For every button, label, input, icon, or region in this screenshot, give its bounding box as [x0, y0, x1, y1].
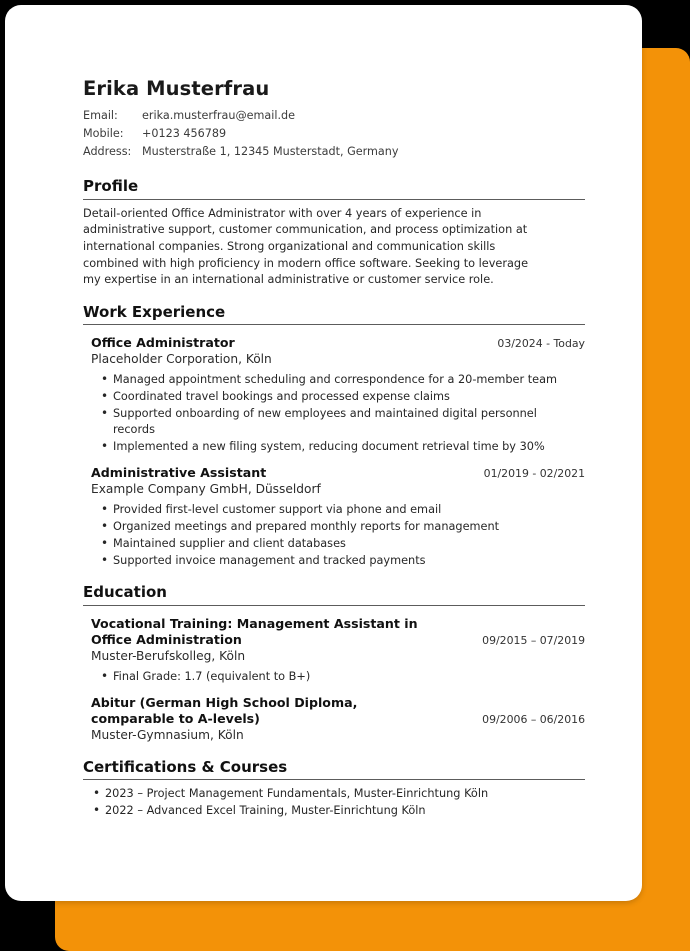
work-entry-date: 01/2019 - 02/2021	[483, 467, 585, 481]
contact-value-mobile: +0123 456789	[142, 127, 227, 141]
contact-label-address: Address:	[83, 145, 132, 159]
education-entry-header	[91, 695, 585, 744]
list-item: • Organized meetings and prepared monthly reports for management	[113, 519, 568, 535]
certifications-list	[83, 786, 585, 819]
contact-value-email: erika.musterfrau@email.de	[142, 109, 296, 123]
section-rule-certifications	[83, 779, 585, 780]
work-entry-header	[91, 335, 585, 368]
work-entry-titles	[91, 335, 272, 368]
section-work-experience	[83, 303, 585, 569]
education-entry-institution: Muster-Berufskolleg, Köln	[91, 648, 246, 663]
contact-value-address: Musterstraße 1, 12345 Musterstadt, Germany	[142, 145, 399, 159]
section-rule-work-experience	[83, 324, 585, 325]
resume-page	[5, 5, 642, 901]
education-entry-institution: Muster-Gymnasium, Köln	[91, 727, 244, 742]
education-entry-date: 09/2006 – 06/2016	[482, 712, 585, 726]
education-entry-bullets	[91, 669, 585, 685]
work-entry-header	[91, 465, 585, 498]
resume-content	[83, 5, 585, 820]
section-certifications	[83, 758, 585, 820]
contact-details	[83, 109, 399, 163]
list-item: • Supported onboarding of new employees and maintained digital personnel records	[113, 406, 568, 438]
list-item: • Managed appointment scheduling and correspondence for a 20-member team	[113, 372, 568, 388]
work-entry	[83, 465, 585, 569]
contact-row-address	[83, 145, 399, 163]
work-entry-organization: Example Company GmbH, Düsseldorf	[91, 482, 321, 497]
contact-row-email	[83, 109, 399, 127]
education-entry-header	[91, 616, 585, 665]
section-title-profile: Profile	[83, 177, 139, 196]
contact-row-mobile	[83, 127, 399, 145]
education-entry-program: Vocational Training: Management Assistant in Office Administration	[91, 615, 418, 647]
work-entry-bullets	[91, 372, 585, 455]
candidate-name: Erika Musterfrau	[83, 77, 270, 100]
section-title-work-experience: Work Experience	[83, 302, 226, 321]
work-entry	[83, 335, 585, 455]
section-education	[83, 583, 585, 743]
section-profile	[83, 177, 585, 288]
list-item: • Final Grade: 1.7 (equivalent to B+)	[113, 669, 585, 685]
work-entry-titles	[91, 465, 321, 498]
section-rule-education	[83, 605, 585, 606]
list-item: • Coordinated travel bookings and processed expense claims	[113, 389, 568, 405]
section-title-certifications: Certifications & Courses	[83, 757, 288, 776]
section-rule-profile	[83, 199, 585, 200]
profile-summary-text: Detail-oriented Office Administrator with over 4 years of experience in administrative support, customer communication, and process optimization at international companies. Strong organizational and communication skills combined with high proficiency in modern office software. Seeking to leverage my expertise in an international administrative or customer service role.	[83, 206, 529, 287]
list-item: • 2023 – Project Management Fundamentals, Muster-Einrichtung Köln	[105, 786, 585, 802]
list-item: • Supported invoice management and tracked payments	[113, 553, 568, 569]
work-entry-role: Administrative Assistant	[91, 465, 267, 481]
work-entry-role: Office Administrator	[91, 335, 235, 351]
work-entry-bullets	[91, 502, 585, 569]
contact-label-mobile: Mobile:	[83, 127, 124, 141]
list-item: • Provided first-level customer support via phone and email	[113, 502, 568, 518]
section-title-education: Education	[83, 583, 167, 602]
education-entry	[83, 616, 585, 685]
list-item: • Maintained supplier and client databases	[113, 536, 568, 552]
list-item: • Implemented a new filing system, reducing document retrieval time by 30%	[113, 439, 568, 455]
education-entry-titles	[91, 616, 436, 665]
education-entry-titles	[91, 695, 436, 744]
work-entry-organization: Placeholder Corporation, Köln	[91, 352, 272, 367]
education-entry	[83, 695, 585, 744]
work-entry-date: 03/2024 - Today	[497, 337, 585, 351]
education-entry-date: 09/2015 – 07/2019	[482, 633, 585, 647]
education-entry-program: Abitur (German High School Diploma, comparable to A-levels)	[91, 694, 358, 726]
contact-label-email: Email:	[83, 109, 118, 123]
list-item: • 2022 – Advanced Excel Training, Muster-Einrichtung Köln	[105, 803, 585, 819]
